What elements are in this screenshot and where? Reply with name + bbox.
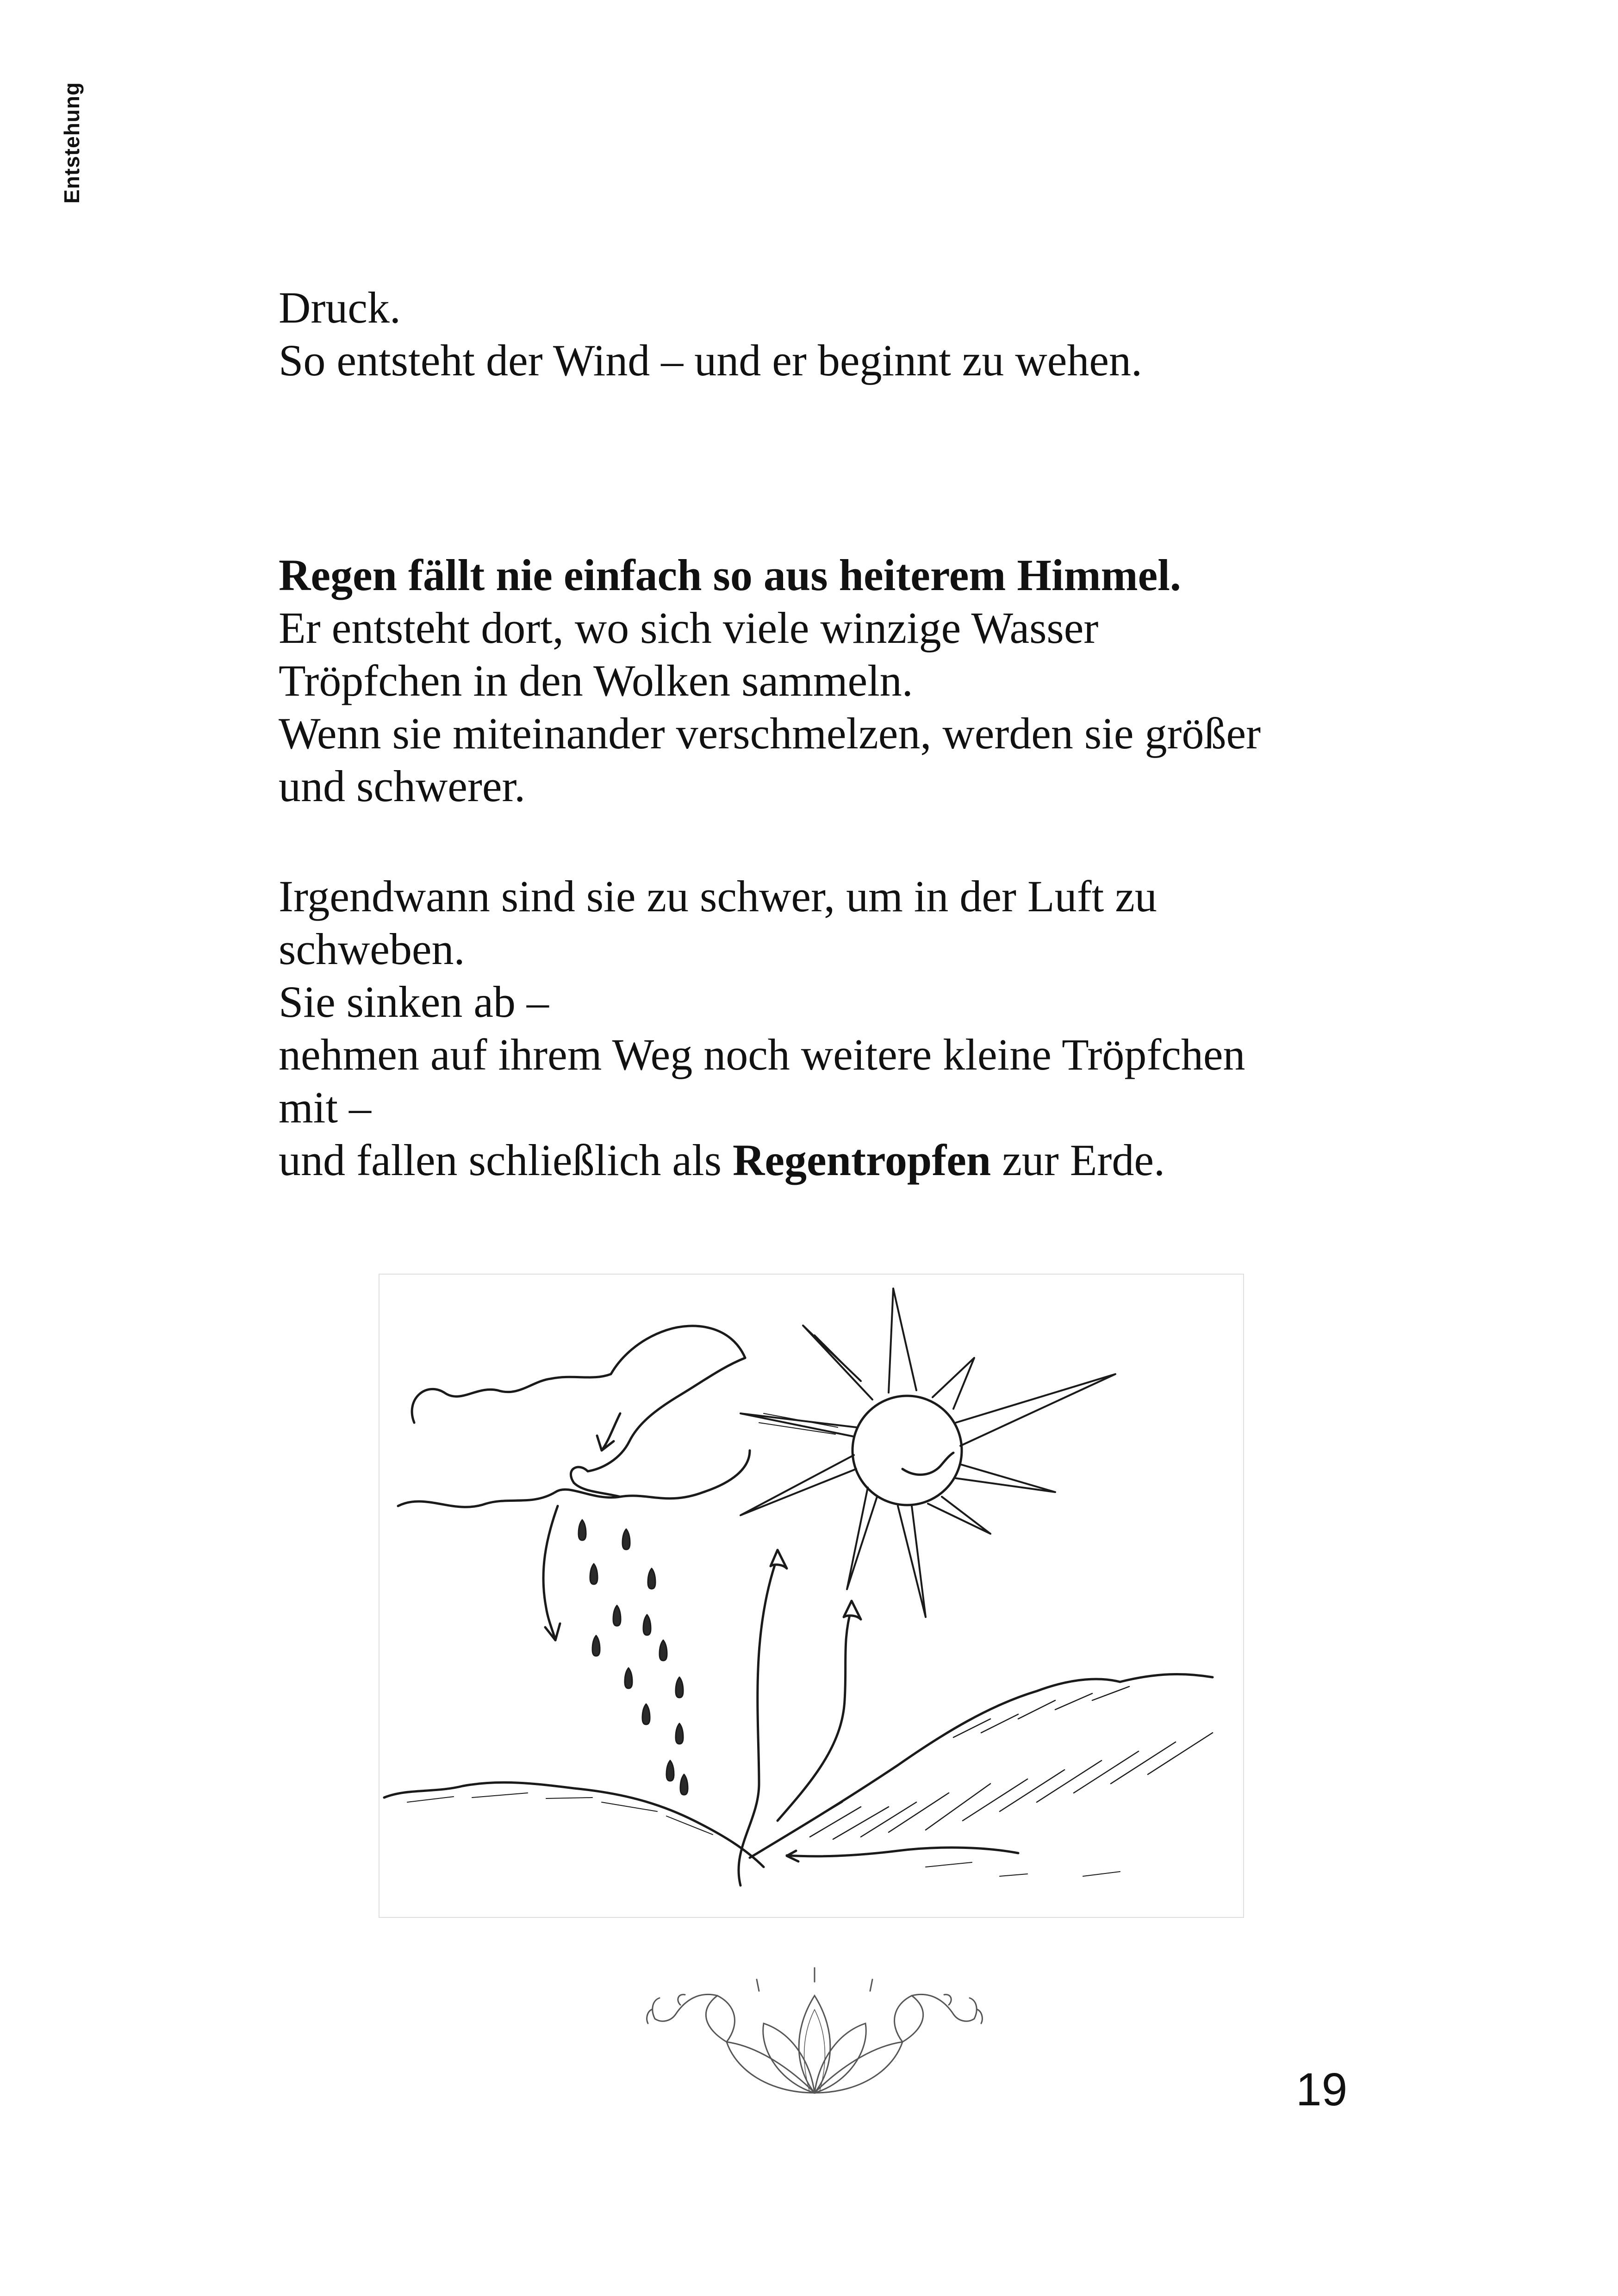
text-line: nehmen auf ihrem Weg noch weitere kleine Tröpfchen xyxy=(279,1030,1245,1079)
text-line: So entsteht der Wind – und er beginnt zu wehen. xyxy=(279,336,1142,385)
paragraph-heading: Regen fällt nie einfach so aus heiterem Himmel. xyxy=(279,550,1181,600)
text-line: schweben. xyxy=(279,924,465,974)
text-line: Wenn sie miteinander verschmelzen, werden sie größer xyxy=(279,709,1261,758)
raindrop-icon xyxy=(579,1520,688,1795)
paragraph-wind xyxy=(279,281,1389,387)
arrow-icon xyxy=(543,1506,560,1640)
arrow-icon xyxy=(739,1550,861,1885)
keyword-regentropfen: Regentropfen xyxy=(733,1135,991,1185)
water-cycle-illustration xyxy=(379,1274,1244,1918)
text-line: mit – xyxy=(279,1083,372,1132)
paragraph-rain-origin xyxy=(279,549,1389,813)
text-line: Er entsteht dort, wo sich viele winzige Wasser xyxy=(279,603,1099,653)
sun-icon xyxy=(741,1288,1115,1617)
text-segment: zur Erde. xyxy=(991,1135,1165,1185)
text-line xyxy=(279,1134,1389,1187)
cloud-icon xyxy=(398,1326,750,1507)
text-line: Sie sinken ab – xyxy=(279,977,549,1027)
text-line: und schwerer. xyxy=(279,761,526,811)
text-line: Irgendwann sind sie zu schwer, um in der Luft zu xyxy=(279,871,1157,921)
text-line: Tröpfchen in den Wolken sammeln. xyxy=(279,656,913,705)
hill-icon xyxy=(384,1674,1213,1876)
text-segment: und fallen schließlich als xyxy=(279,1135,733,1185)
paragraph-raindrops xyxy=(279,870,1389,1187)
section-label: Entstehung xyxy=(60,82,84,204)
page-number: 19 xyxy=(1296,2064,1348,2116)
lotus-ornament-icon xyxy=(643,1954,986,2107)
text-line: Druck. xyxy=(279,283,401,332)
